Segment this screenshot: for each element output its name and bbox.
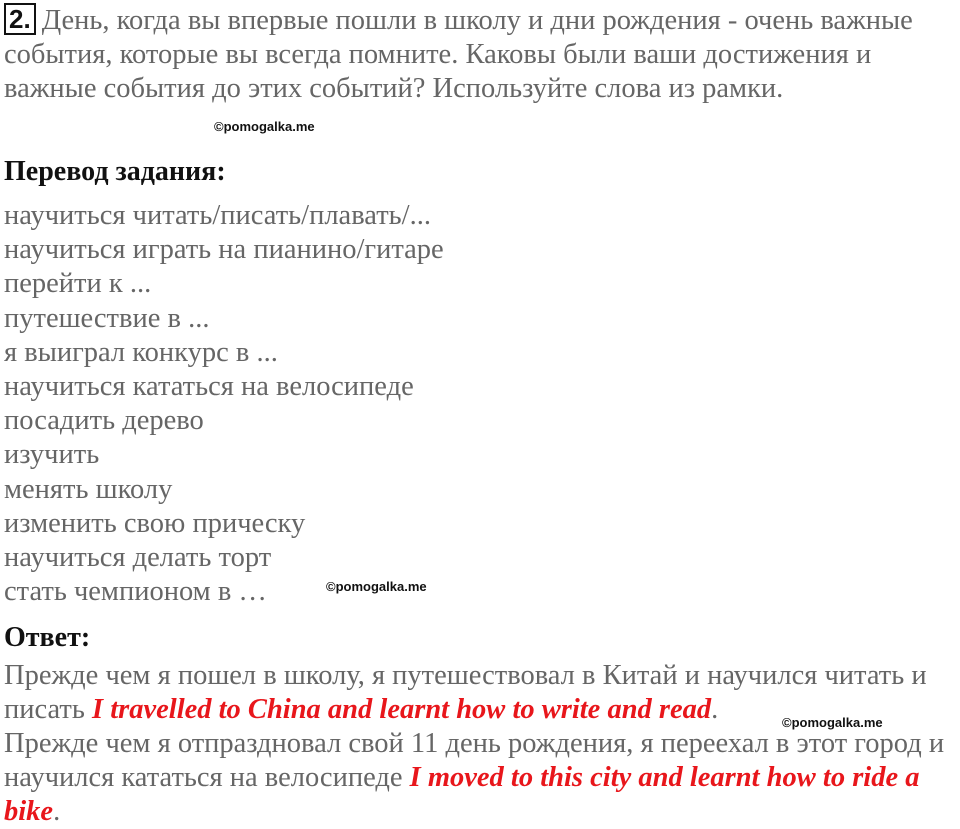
phrase-item: научиться играть на пианино/гитаре: [4, 234, 444, 266]
phrase-list: [4, 199, 444, 609]
phrase-item: посадить дерево: [4, 405, 204, 437]
watermark: ©pomogalka.me: [326, 579, 427, 594]
translation-heading: Перевод задания:: [4, 156, 226, 187]
answer-block: [4, 659, 960, 829]
phrase-item: научиться кататься на велосипеде: [4, 371, 414, 403]
phrase-item: стать чемпионом в …: [4, 576, 267, 608]
answer-english-text: I moved to this city and learnt how to ride a bike: [4, 762, 920, 827]
answer-russian-text: Прежде чем я отпраздновал свой 11 день рождения, я переехал в этот город и научился кататься на велосипеде: [4, 728, 945, 793]
answer-paragraph: [4, 727, 960, 829]
phrase-item: научиться читать/писать/плавать/...: [4, 200, 431, 231]
task-number: 2.: [4, 3, 36, 35]
answer-end-punctuation: .: [711, 694, 719, 725]
task-statement: [4, 0, 960, 106]
phrase-item: научиться делать торт: [4, 542, 272, 574]
phrase-item: перейти к ...: [4, 268, 152, 300]
phrase-item: путешествие в ...: [4, 302, 210, 334]
answer-end-punctuation: .: [53, 796, 61, 827]
answer-heading: Ответ:: [4, 622, 91, 653]
phrase-item: менять школу: [4, 473, 173, 505]
page: [4, 0, 960, 827]
watermark: ©pomogalka.me: [214, 119, 315, 134]
answer-english-text: I travelled to China and learnt how to write and read: [92, 694, 712, 725]
watermark: ©pomogalka.me: [782, 715, 883, 730]
phrase-item: изменить свою прическу: [4, 507, 306, 539]
phrase-item: изучить: [4, 439, 100, 471]
task-text: День, когда вы впервые пошли в школу и дни рождения - очень важные события, которые вы всегда помните. Каковы были ваши достижения и важные события до этих событий? Используйте слова из рамки.: [4, 5, 913, 104]
phrase-item: я выиграл конкурс в ...: [4, 336, 278, 368]
answer-russian-text: Прежде чем я пошел в школу, я путешествовал в Китай и научился читать и писать: [4, 660, 927, 725]
